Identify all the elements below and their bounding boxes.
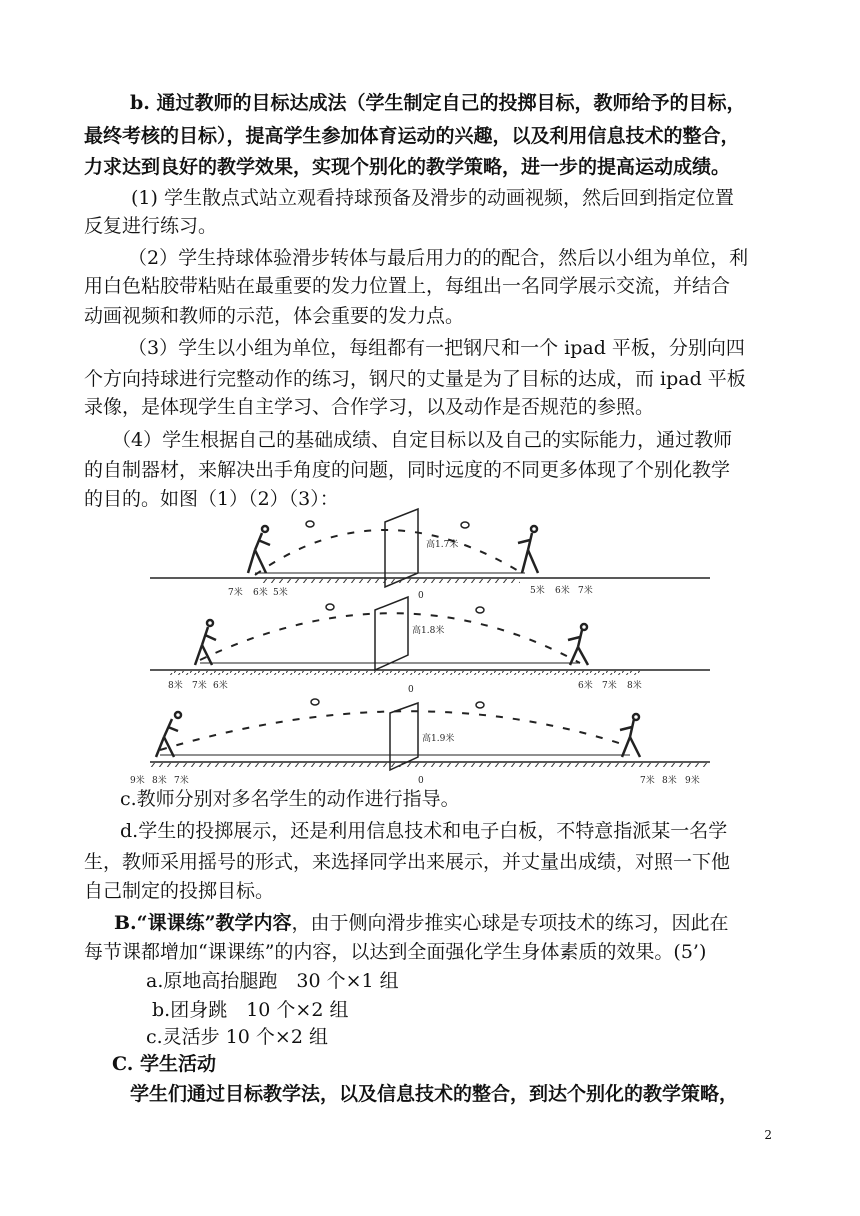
figure-3-right-7: 7米 [640, 776, 655, 786]
para-2-line1: （2）学生持球体验滑步转体与最后用力的的配合，然后以小组为单位，利 [128, 247, 749, 269]
figure-1-right-5: 5米 [530, 586, 545, 596]
para-b-line1: b. 通过教师的目标达成法（学生制定自己的投掷目标，教师给予的目标， [130, 92, 746, 114]
figure-3-right-8: 8米 [662, 776, 677, 786]
section-B-heading: B.“课课练”教学内容 [114, 912, 292, 934]
section-B-line2: 每节课都增加“课课练”的内容，以达到全面强化学生身体素质的效果。(5’) [84, 941, 707, 963]
section-B-text: ，由于侧向滑步推实心球是专项技术的练习，因此在 [291, 912, 729, 934]
figure-2-right-8: 8米 [627, 681, 642, 691]
figure-2-left-8: 8米 [168, 681, 183, 691]
section-C-heading: C. 学生活动 [112, 1053, 217, 1075]
figure-3-center: 0 [418, 776, 424, 786]
throwing-diagrams [130, 505, 710, 790]
figure-3 [130, 699, 710, 786]
section-B-line1 [114, 910, 729, 936]
section-C-line1: 学生们通过目标教学法，以及信息技术的整合，到达个别化的教学策略， [130, 1083, 739, 1105]
figure-2-height: 高1.8米 [412, 626, 445, 636]
para-1-line1: (1) 学生散点式站立观看持球预备及滑步的动画视频，然后回到指定位置 [131, 187, 734, 209]
para-b-line2: 最终考核的目标），提高学生参加体育运动的兴趣，以及利用信息技术的整合， [84, 125, 740, 147]
list-item-a: a.原地高抬腿跑 30 个×1 组 [146, 970, 399, 992]
figure-2 [150, 597, 710, 695]
figure-1-right-7: 7米 [578, 586, 593, 596]
figure-3-height: 高1.9米 [422, 734, 455, 744]
figure-2-left-6: 6米 [213, 681, 228, 691]
figure-1-left-7: 7米 [228, 588, 243, 598]
para-d-line1: d.学生的投掷展示，还是利用信息技术和电子白板，不特意指派某一名学 [120, 820, 728, 842]
figure-2-left-7: 7米 [192, 681, 207, 691]
para-c: c.教师分别对多名学生的动作进行指导。 [120, 788, 460, 810]
figure-2-right-7: 7米 [602, 681, 617, 691]
para-3-line3: 录像，是体现学生自主学习、合作学习，以及动作是否规范的参照。 [84, 396, 655, 418]
para-2-line2: 用白色粘胶带粘贴在最重要的发力位置上，每组出一名同学展示交流，并结合 [84, 275, 731, 297]
para-4-line2: 的自制器材，来解决出手角度的问题，同时远度的不同更多体现了个别化教学 [84, 459, 731, 481]
figure-1-height: 高1.7米 [426, 540, 459, 550]
figure-1-left-5: 5米 [273, 588, 288, 598]
figure-2-center: 0 [408, 685, 414, 695]
figure-1-right-6: 6米 [555, 586, 570, 596]
page-number-text: 2 [764, 1128, 772, 1142]
list-item-c: c.灵活步 10 个×2 组 [146, 1026, 328, 1048]
para-2-line3: 动画视频和教师的示范，体会重要的发力点。 [84, 305, 465, 327]
para-3-line1: （3）学生以小组为单位，每组都有一把钢尺和一个 ipad 平板，分别向四 [128, 337, 745, 359]
figure-3-left-9: 9米 [130, 776, 145, 786]
figure-1-left-6: 6米 [253, 588, 268, 598]
figure-3-right-9: 9米 [685, 776, 700, 786]
para-d-line2: 生，教师采用摇号的形式，来选择同学出来展示，并丈量出成绩，对照一下他 [84, 851, 731, 873]
para-b-line3: 力求达到良好的教学效果，实现个别化的教学策略，进一步的提高运动成绩。 [84, 156, 731, 178]
figure-1-center: 0 [418, 591, 424, 601]
figure-2-right-6: 6米 [578, 681, 593, 691]
list-item-b: b.团身跳 10 个×2 组 [152, 999, 349, 1021]
para-d-line3: 自己制定的投掷目标。 [84, 880, 275, 902]
para-3-line2: 个方向持球进行完整动作的练习，钢尺的丈量是为了目标的达成，而 ipad 平板 [84, 368, 746, 390]
para-4-line1: （4）学生根据自己的基础成绩、自定目标以及自己的实际能力，通过教师 [112, 429, 733, 451]
figure-1 [150, 509, 710, 601]
figure-3-left-7: 7米 [174, 776, 189, 786]
para-1-line2: 反复进行练习。 [84, 215, 218, 237]
page-number [0, 1128, 860, 1142]
para-4-line3: 的目的。如图（1）（2）（3）： [84, 488, 339, 510]
figure-3-left-8: 8米 [152, 776, 167, 786]
